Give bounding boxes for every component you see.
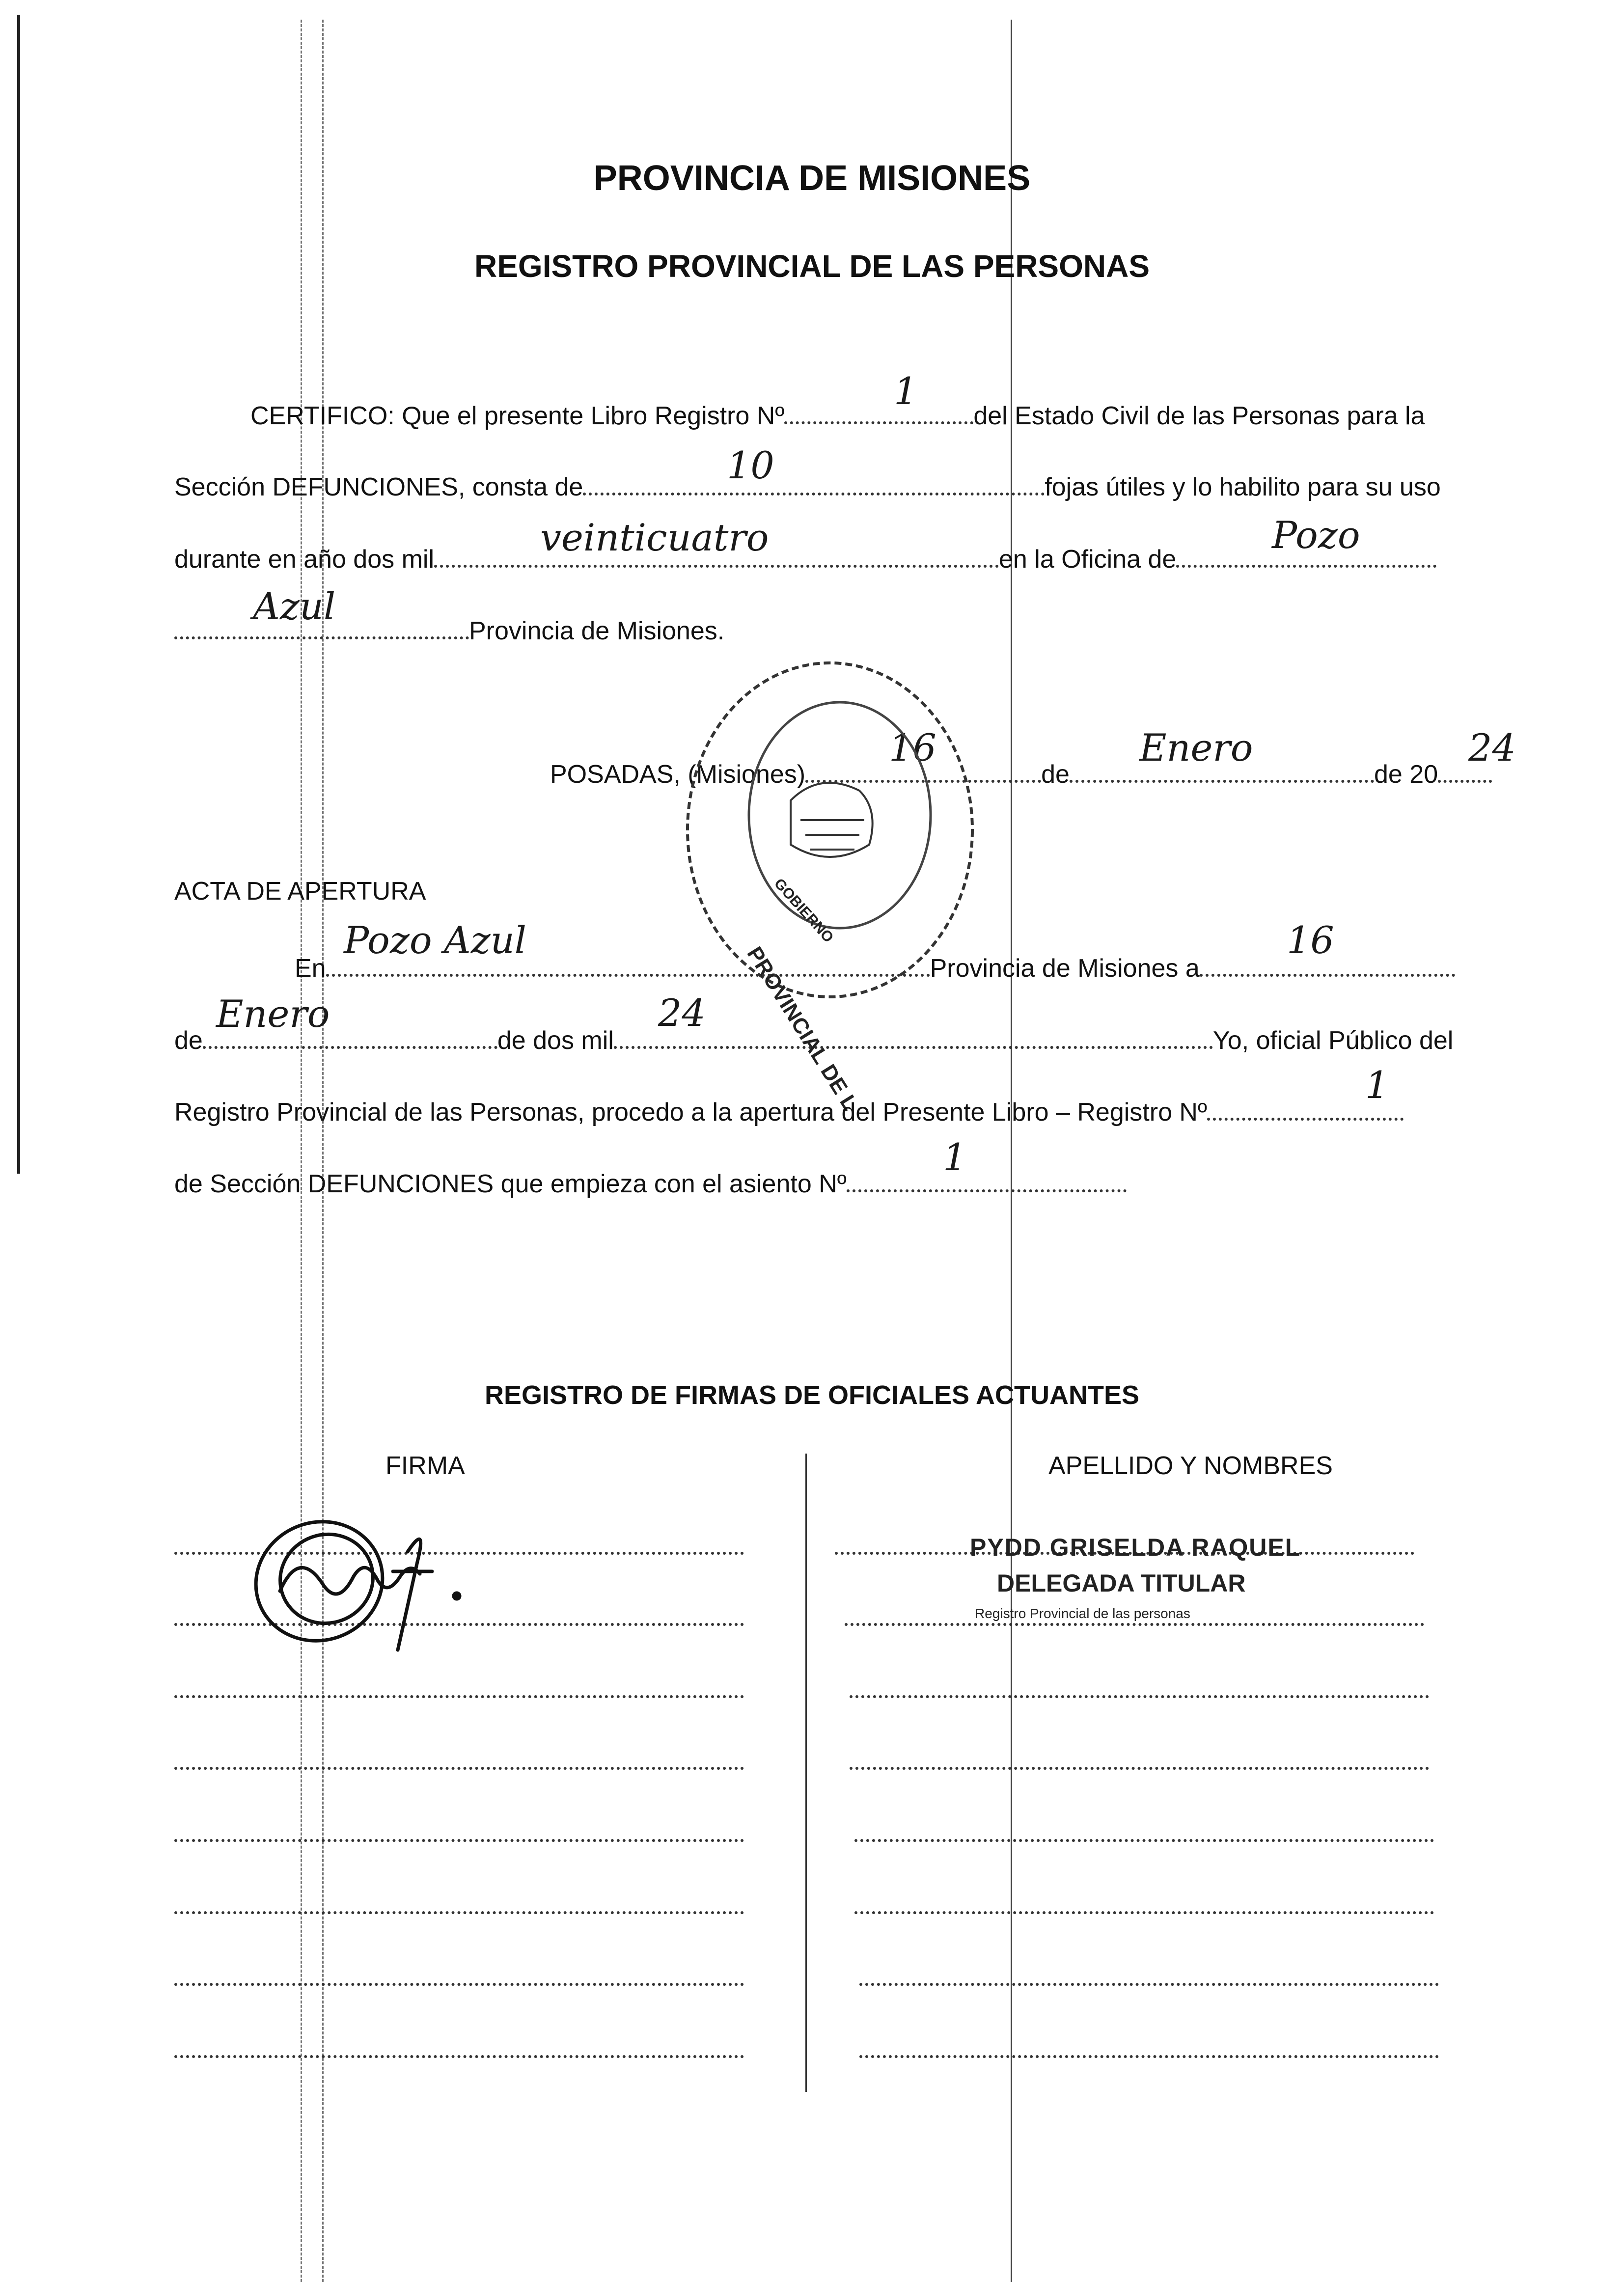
- handwritten-asiento: 1: [943, 1135, 967, 1179]
- cert-text: en la Oficina de: [999, 545, 1177, 574]
- acta-text: de dos mil: [497, 1026, 614, 1055]
- handwritten-acta-year: 24: [658, 991, 706, 1035]
- cert-text: de: [1041, 760, 1070, 789]
- firma-row: [174, 1911, 744, 1914]
- handwritten-place: Pozo Azul: [344, 918, 526, 962]
- handwritten-office-1: Pozo: [1272, 513, 1360, 557]
- cert-line-3: [174, 541, 1436, 577]
- acta-text: de Sección DEFUNCIONES que empieza con el asiento Nº: [174, 1170, 847, 1198]
- acta-line-2: [174, 1022, 1453, 1058]
- registry-title: REGISTRO PROVINCIAL DE LAS PERSONAS: [474, 248, 1150, 284]
- fold-line-right: [1011, 20, 1012, 2282]
- stamp-role: DELEGADA TITULAR: [997, 1569, 1246, 1597]
- fold-line-left-2: [322, 20, 324, 2282]
- acta-text: En: [295, 954, 326, 983]
- handwritten-year: 24: [1468, 726, 1516, 770]
- province-title: PROVINCIA DE MISIONES: [593, 159, 1031, 198]
- nombre-row: [859, 1983, 1439, 1986]
- nombre-row: [850, 1695, 1429, 1698]
- column-divider: [805, 1454, 807, 2092]
- cert-line-2: [174, 469, 1441, 504]
- handwritten-month: Enero: [1139, 726, 1253, 770]
- acta-line-3: [174, 1094, 1404, 1129]
- acta-text: Yo, oficial Público del: [1212, 1026, 1454, 1055]
- nombre-row: [854, 1911, 1434, 1914]
- cert-text: POSADAS, (Misiones): [550, 760, 806, 789]
- fold-line-left: [301, 20, 302, 2282]
- stamp-name: PYDD GRISELDA RAQUEL: [970, 1534, 1301, 1561]
- seal-ring-text: PROVINCIAL DE L: [742, 942, 863, 1115]
- acta-line-4: [174, 1166, 1127, 1201]
- firma-row: [174, 1695, 744, 1698]
- handwritten-libro-num: 1: [894, 369, 918, 413]
- acta-text: Registro Provincial de las Personas, procedo a la apertura del Presente Libro – Registro Nº: [174, 1098, 1207, 1127]
- signatures-heading: REGISTRO DE FIRMAS DE OFICIALES ACTUANTES: [484, 1380, 1140, 1410]
- handwritten-day: 16: [889, 726, 936, 770]
- firma-row: [174, 1767, 744, 1770]
- acta-heading: ACTA DE APERTURA: [174, 877, 426, 906]
- handwritten-libro-num-2: 1: [1365, 1063, 1389, 1107]
- cert-line-1: [250, 398, 1425, 433]
- handwritten-office-2: Azul: [253, 584, 336, 628]
- cert-text: del Estado Civil de las Personas para la: [973, 402, 1425, 430]
- firma-row: [174, 1839, 744, 1842]
- nombre-row: [850, 1767, 1429, 1770]
- handwritten-fojas: 10: [727, 443, 774, 487]
- col-nombres-label: APELLIDO Y NOMBRES: [1048, 1452, 1333, 1480]
- cert-text: Sección DEFUNCIONES, consta de: [174, 473, 583, 501]
- cert-text: fojas útiles y lo habilito para su uso: [1045, 473, 1441, 501]
- stamp-org: Registro Provincial de las personas: [975, 1606, 1190, 1621]
- firma-row: [174, 2055, 744, 2058]
- col-firma-label: FIRMA: [385, 1452, 465, 1480]
- nombre-row: [859, 2055, 1439, 2058]
- acta-text: de: [174, 1026, 203, 1055]
- cert-text: durante en año dos mil: [174, 545, 435, 574]
- nombre-row: [854, 1839, 1434, 1842]
- handwritten-acta-day: 16: [1287, 918, 1334, 962]
- nombre-row: [845, 1623, 1424, 1626]
- acta-text: Provincia de Misiones a: [930, 954, 1200, 983]
- cert-text: CERTIFICO: Que el presente Libro Registro Nº: [250, 402, 785, 430]
- cert-text: de 20: [1374, 760, 1438, 789]
- handwritten-year-words: veinticuatro: [540, 516, 769, 559]
- firma-row: [174, 1983, 744, 1986]
- cert-text: Provincia de Misiones.: [469, 617, 725, 645]
- seal-inner-text: GOBIERNO: [771, 875, 837, 946]
- handwritten-acta-month: Enero: [216, 992, 330, 1036]
- handwritten-signature-icon: [246, 1493, 501, 1660]
